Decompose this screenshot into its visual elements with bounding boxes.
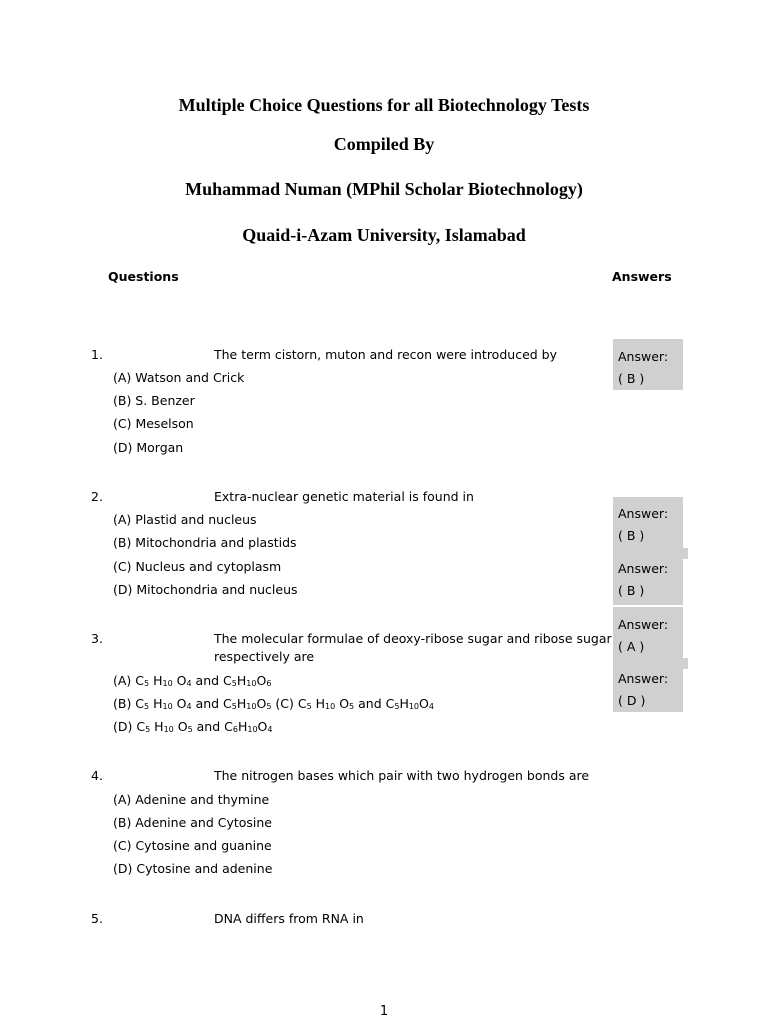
option-a [113,673,271,688]
formula-text: O [172,696,187,711]
answer-value: ( B ) [618,528,645,543]
formula-subscript: 5 [266,702,272,711]
option-d: (D) Morgan [113,440,184,455]
formula-subscript: 5 [231,679,237,688]
option-b-and-c [113,696,434,711]
question-text: DNA differs from RNA in [214,911,364,926]
formula-subscript: 10 [247,725,258,734]
formula-text: H [236,673,247,688]
formula-subscript: 10 [325,702,336,711]
answer-value: ( A ) [618,639,645,654]
formula-subscript: 5 [144,702,150,711]
question-text-line-1: The molecular formulae of deoxy-ribose sugar and ribose sugar [214,631,612,646]
option-d: (D) Cytosine and adenine [113,861,273,876]
formula-text: H [150,719,164,734]
formula-text: O [257,719,268,734]
question-text: Extra-nuclear genetic material is found in [214,489,474,504]
answer-label: Answer: [618,349,669,364]
formula-text: and C [354,696,395,711]
formula-text: H [311,696,326,711]
formula-subscript: 10 [163,725,174,734]
formula-text: H [237,719,248,734]
formula-text: O [256,696,267,711]
question-number: 2. [91,489,103,504]
option-a: (A) Adenine and thymine [113,792,270,807]
formula-subscript: 5 [145,725,151,734]
option-b: (B) S. Benzer [113,393,195,408]
formula-subscript: 5 [394,702,400,711]
answer-value: ( B ) [618,371,645,386]
option-b: (B) Adenine and Cytosine [113,815,273,830]
formula-text: O [256,673,267,688]
answer-box-1 [613,339,683,390]
document-title: Multiple Choice Questions for all Biotechnology Tests [178,95,590,115]
formula-subscript: 5 [306,702,312,711]
option-a: (A) Plastid and nucleus [113,512,257,527]
formula-text: H [236,696,247,711]
answer-box-tab [683,658,688,669]
answer-label: Answer: [618,506,669,521]
formula-text: (B) C [113,696,145,711]
formula-subscript: 10 [246,702,257,711]
formula-text: (D) C [113,719,146,734]
formula-text: (C) C [271,696,307,711]
question-number: 4. [91,768,103,783]
question-text: The term cistorn, muton and recon were introduced by [214,347,557,362]
formula-subscript: 6 [232,725,238,734]
answer-box-2 [613,497,683,605]
question-text: The nitrogen bases which pair with two hydrogen bonds are [214,768,590,783]
answer-value: ( D ) [618,693,646,708]
formula-subscript: 10 [162,679,173,688]
questions-column-header: Questions [108,269,179,284]
option-b: (B) Mitochondria and plastids [113,535,297,550]
formula-text: H [149,696,163,711]
formula-subscript: 4 [267,725,273,734]
formula-subscript: 5 [231,702,237,711]
formula-subscript: 10 [246,679,257,688]
formula-subscript: 4 [186,702,192,711]
formula-text: O [419,696,429,711]
question-number: 1. [91,347,103,362]
university-line: Quaid-i-Azam University, Islamabad [242,225,526,245]
page-number: 1 [379,1004,389,1019]
formula-text: O [173,719,188,734]
question-text-line-2: respectively are [214,649,315,664]
option-d [113,719,272,734]
question-number: 3. [91,631,103,646]
formula-text: O [172,673,187,688]
formula-subscript: 4 [186,679,192,688]
formula-text: and C [191,673,232,688]
formula-text: H [399,696,409,711]
author-line: Muhammad Numan (MPhil Scholar Biotechnology) [185,179,583,199]
option-c: (C) Meselson [113,416,194,431]
formula-text: O [335,696,350,711]
formula-subscript: 5 [349,702,355,711]
answer-label: Answer: [618,671,669,686]
answer-box-tab [683,548,688,559]
option-c: (C) Cytosine and guanine [113,838,272,853]
formula-subscript: 6 [266,679,272,688]
question-number: 5. [91,911,103,926]
option-a: (A) Watson and Crick [113,370,245,385]
formula-subscript: 4 [428,702,434,711]
answer-box-3 [613,607,683,712]
formula-subscript: 10 [162,702,173,711]
compiled-by: Compiled By [333,134,435,154]
answer-label: Answer: [618,617,669,632]
formula-text: and C [191,696,232,711]
formula-text: and C [192,719,233,734]
option-d: (D) Mitochondria and nucleus [113,582,298,597]
formula-subscript: 10 [408,702,420,711]
formula-text: (A) C [113,673,145,688]
formula-subscript: 5 [144,679,150,688]
answers-column-header: Answers [612,269,672,284]
answer-value: ( B ) [618,583,645,598]
formula-text: H [149,673,163,688]
option-c: (C) Nucleus and cytoplasm [113,559,282,574]
answer-label: Answer: [618,561,669,576]
formula-subscript: 5 [187,725,193,734]
